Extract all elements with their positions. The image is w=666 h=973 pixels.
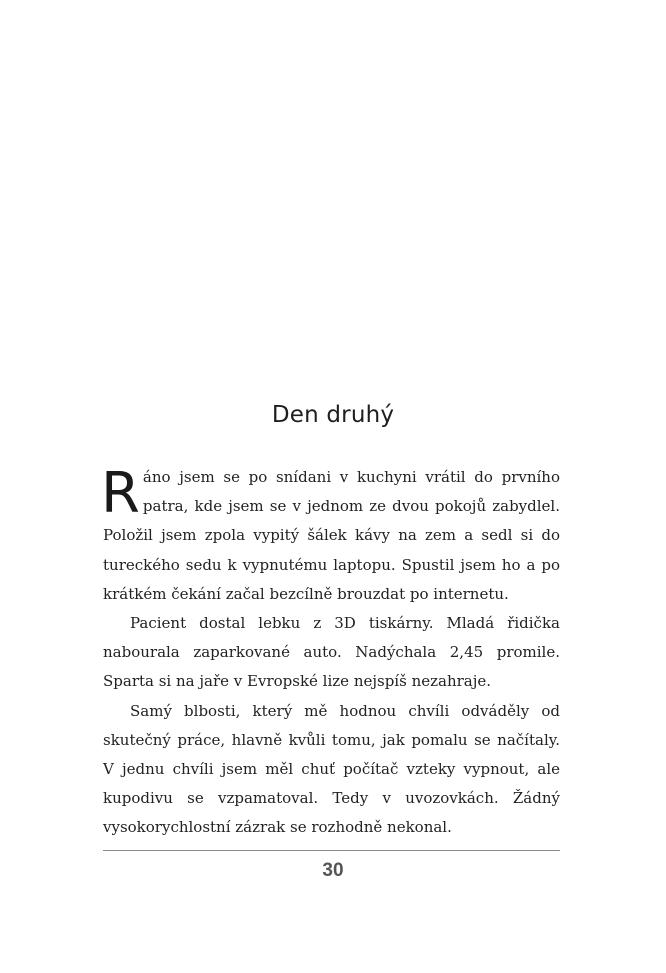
paragraph-2: Pacient dostal lebku z 3D tiskárny. Mladá řidička nabourala zaparkované auto. Nadýchala 2,45 promile. Sparta si na jaře v Evropské lize nejspíš nezahraje. bbox=[103, 614, 560, 691]
paragraph-1-text: áno jsem se po snídani v kuchyni vrátil do prvního patra, kde jsem se v jednom ze dvou pokojů zabydlel. Položil jsem zpola vypitý šálek kávy na zem a sedl si do tureckého sedu k vypnutému laptopu. Spustil jsem ho a po krátkém čekání začal bezcílně brouzdat po internetu. bbox=[103, 468, 560, 603]
paragraph-1 bbox=[103, 463, 560, 609]
drop-cap: R bbox=[101, 461, 140, 526]
footer-divider bbox=[103, 850, 560, 851]
page-number: 30 bbox=[322, 860, 344, 881]
chapter-title: Den druhý bbox=[271, 402, 395, 428]
paragraph-3: Samý blbosti, který mě hodnou chvíli odváděly od skutečný práce, hlavně kvůli tomu, jak pomalu se načítaly. V jednu chvíli jsem měl chuť počítač vzteky vypnout, ale kupodivu se vzpamatoval. Tedy v uvozovkách. Žádný vysokorychlostní zázrak se rozhodně nekonal. bbox=[103, 701, 560, 837]
body-text bbox=[103, 463, 560, 843]
